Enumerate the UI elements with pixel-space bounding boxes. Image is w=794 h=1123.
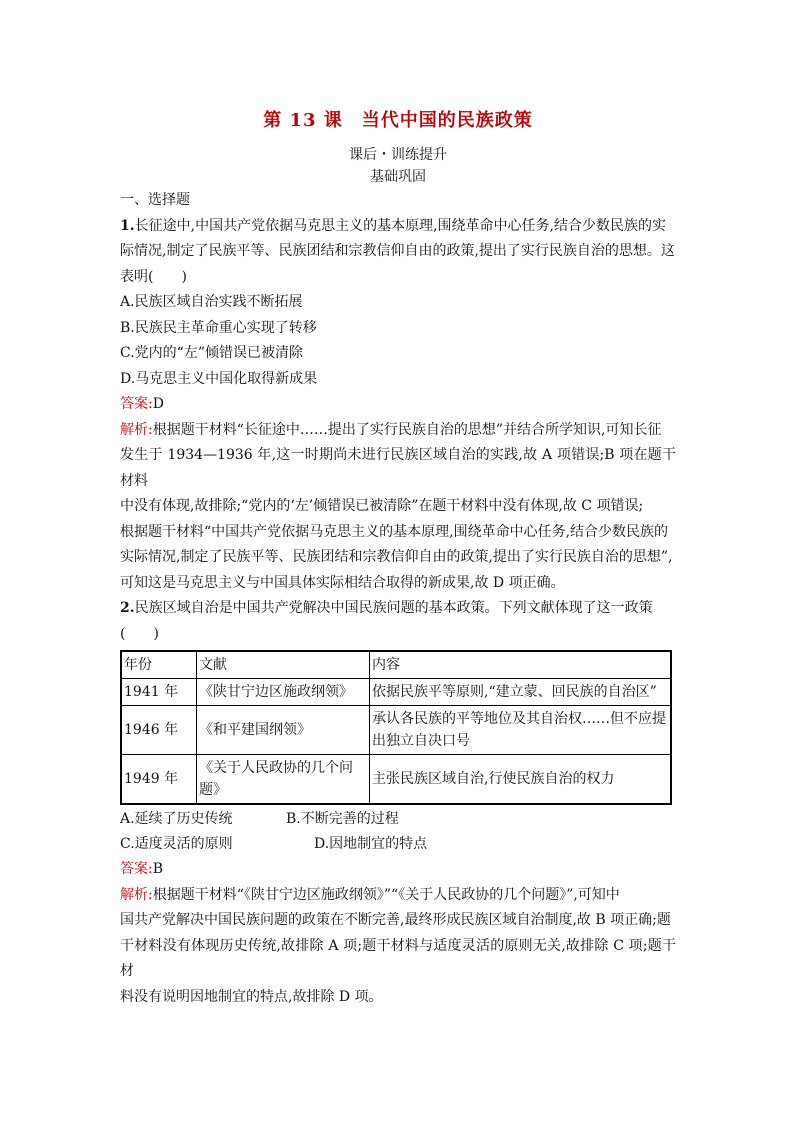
q2-answer-label: 答案: <box>120 861 153 877</box>
lesson-title: 第 13 课 当代中国的民族政策 <box>263 110 533 131</box>
q1-analysis-4: 根据题干材料“中国共产党依据马克思主义的基本原理,围绕革命中心任务,结合少数民族的 <box>120 523 669 540</box>
table-cell: 1949 年 <box>121 755 197 805</box>
q2-options-row-1 <box>120 807 676 832</box>
q2-answer-value: B <box>152 861 164 877</box>
q2-option-b: B.不断完善的过程 <box>286 811 399 827</box>
q2-options-row-2 <box>120 832 676 857</box>
table-header-cell: 内容 <box>370 651 672 679</box>
q1-analysis-5: 实际情况,制定了民族平等、民族团结和宗教信仰自由的政策,提出了实行民族自治的思想”, <box>120 549 673 565</box>
table-cell: 承认各民族的平等地位及其自治权……但不应提出独立自决口号 <box>370 706 672 755</box>
table-cell: 主张民族区域自治,行使民族自治的权力 <box>370 755 672 805</box>
q1-line-2: 际情况,制定了民族平等、民族团结和宗教信仰自由的政策,提出了实行民族自治的思想。这 <box>120 243 675 259</box>
q2-line-2: ( ) <box>120 625 159 642</box>
q1-analysis-text-1: 根据题干材料“长征途中……提出了实行民族自治的思想”并结合所学知识,可知长征 <box>152 421 662 438</box>
q1-analysis-3: 中没有体现,故排除;“党内的‘左’倾错误已被清除”在题干材料中没有体现,故 C 项错误; <box>120 498 644 514</box>
subtitle-after-class: 课后・训练提升 <box>349 147 447 163</box>
q2-option-c: C.适度灵活的原则 <box>120 836 233 852</box>
q2-analysis-label: 解析: <box>120 886 153 903</box>
q1-analysis-label: 解析: <box>120 421 153 438</box>
q2-analysis-2: 国共产党解决中国民族问题的政策在不断完善,最终形成民族区域自治制度,故 B 项正确;题 <box>120 912 671 928</box>
q1-option-b: B.民族民主革命重心实现了转移 <box>120 319 317 336</box>
table-header-cell: 年份 <box>121 651 197 679</box>
section-heading: 一、选择题 <box>120 192 190 208</box>
q1-option-d: D.马克思主义中国化取得新成果 <box>120 370 318 387</box>
worksheet-page <box>120 100 676 1010</box>
table-header-cell: 文献 <box>197 651 370 679</box>
question-1 <box>120 214 676 597</box>
subtitle-basic: 基础巩固 <box>370 169 426 185</box>
table-cell: 1946 年 <box>121 706 197 755</box>
q2-analysis-1 <box>120 883 676 909</box>
table-row <box>121 755 671 805</box>
q1-answer-value: D <box>152 396 164 412</box>
q1-option-a: A.民族区域自治实践不断拓展 <box>120 294 303 310</box>
question-2 <box>120 596 676 1010</box>
q2-option-a: A.延续了历史传统 <box>120 811 233 827</box>
q1-option-c: C.党内的“左”倾错误已被清除 <box>120 345 303 361</box>
q1-analysis-6: 可知这是马克思主义与中国具体实际相结合取得的新成果,故 D 项正确。 <box>120 574 565 591</box>
q2-number: 2. <box>120 600 135 616</box>
q1-number: 1. <box>120 217 135 234</box>
table-header-row <box>121 651 671 679</box>
table-cell: 《陕甘宁边区施政纲领》 <box>197 679 370 706</box>
q1-analysis-1 <box>120 418 676 444</box>
q2-analysis-3: 干材料没有体现历史传统,故排除 A 项;题干材料与适度灵活的原则无关,故排除 C 项;题干材 <box>120 937 676 979</box>
table-cell: 《和平建国纲领》 <box>197 706 370 755</box>
policy-table <box>120 650 672 805</box>
q1-text-1: 长征途中,中国共产党依据马克思主义的基本原理,围绕革命中心任务,结合少数民族的实 <box>134 217 666 234</box>
table-row <box>121 679 671 706</box>
q2-text-1: 民族区域自治是中国共产党解决中国民族问题的基本政策。下列文献体现了这一政策 <box>134 600 653 616</box>
q2-option-d: D.因地制宜的特点 <box>314 836 428 852</box>
q1-answer <box>120 392 676 418</box>
q2-analysis-4: 料没有说明因地制宜的特点,故排除 D 项。 <box>120 988 383 1005</box>
q1-line-3: 表明( ) <box>120 268 187 285</box>
q1-line-1 <box>120 214 676 240</box>
q1-answer-label: 答案: <box>120 396 153 412</box>
q2-line-1 <box>120 596 676 622</box>
q2-answer <box>120 857 676 883</box>
table-cell: 依据民族平等原则,“建立蒙、回民族的自治区” <box>370 679 672 706</box>
q1-analysis-2: 发生于 1934—1936 年,这一时期尚未进行民族区域自治的实践,故 A 项错误;B 项在题干材料 <box>120 447 676 489</box>
table-row <box>121 706 671 755</box>
q2-analysis-text-1: 根据题干材料“《陕甘宁边区施政纲领》”“《关于人民政协的几个问题》”,可知中 <box>152 886 620 903</box>
table-cell: 1941 年 <box>121 679 197 706</box>
table-cell: 《关于人民政协的几个问题》 <box>197 755 370 805</box>
